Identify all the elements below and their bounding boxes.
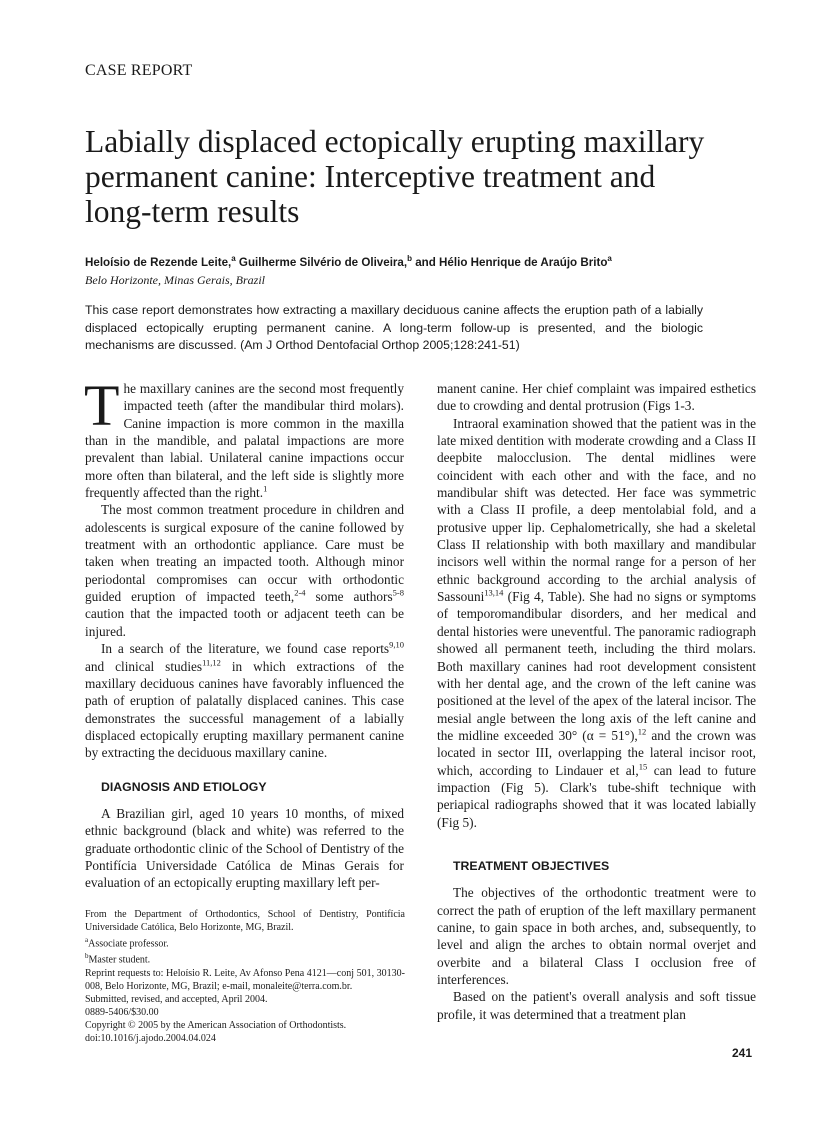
section-heading: DIAGNOSIS AND ETIOLOGY — [101, 779, 267, 794]
paragraph — [85, 805, 404, 892]
section-label: CASE REPORT — [85, 62, 193, 79]
author-list — [85, 254, 612, 269]
footnote-mark: a — [85, 936, 89, 944]
citation-reference: 12 — [637, 726, 647, 737]
footnote — [85, 1019, 405, 1032]
footnote-text: Copyright © 2005 by the American Association of Orthodontists. — [85, 1019, 347, 1031]
footnote — [85, 967, 405, 993]
paragraph-text: (Fig 4, Table). She had no signs or symptoms of temporomandibular disorders, and her medical and dental histories were uneventful. The panoramic radiograph showed all permanent teeth, including the third molars. Both maxillary canines had root development consistent with her dental age, and the crown of the left canine was positioned at the level of the apex of the lateral incisor. The mesial angle between the long axis of the left canine and the midline exceeded 30° (α = 51°), — [437, 589, 756, 743]
paragraph — [85, 501, 404, 640]
footnote — [85, 934, 405, 950]
paragraph-text: caution that the impacted tooth or adjacent teeth can be injured. — [85, 606, 404, 639]
section-spacer — [437, 831, 756, 858]
footnote-text: From the Department of Orthodontics, School of Dentistry, Pontifícia Universidade Católica, Belo Horizonte, MG, Brazil. — [85, 909, 405, 933]
section-heading: TREATMENT OBJECTIVES — [453, 858, 610, 873]
footnote-text: Master student. — [88, 954, 151, 966]
footnote-text: doi:10.1016/j.ajodo.2004.04.024 — [85, 1032, 216, 1044]
paragraph — [85, 640, 404, 761]
citation-reference: 1 — [263, 483, 268, 494]
paragraph — [437, 415, 756, 831]
footnote — [85, 1032, 405, 1045]
citation-reference: 15 — [638, 761, 648, 772]
footnote — [85, 1006, 405, 1019]
paragraph-text: and clinical studies — [85, 658, 203, 674]
body-column-left — [84, 373, 404, 892]
paragraph-text: manent canine. Her chief complaint was impaired esthetics due to crowding and dental protrusion (Figs 1-3. — [437, 381, 756, 414]
body-column-right — [437, 380, 756, 1023]
drop-cap: T — [84, 373, 120, 438]
footnote — [85, 950, 405, 966]
page-number: 241 — [732, 1046, 753, 1060]
paragraph-text: he maxillary canines are the second most frequently impacted teeth (after the mandibular third molars). Canine impaction is more common in the maxilla than in the mandible, and palatal impactions are more prevalent than labial. Unilateral canine impactions occur more often than bilateral, and the left side is slightly more frequently affected than the right. — [85, 381, 404, 501]
paragraph — [437, 884, 756, 988]
paragraph-text: Based on the patient's overall analysis and soft tissue profile, it was determined that a treatment plan — [437, 989, 756, 1022]
citation-reference: 5-8 — [392, 587, 404, 598]
paragraph-text: The objectives of the orthodontic treatment were to correct the path of eruption of the left maxillary permanent canine, to gain space in both arches, and, subsequently, to level and align the arches to obtain normal overjet and overbite and a bilateral Class I occlusion free of interferences. — [437, 885, 756, 987]
footnote-mark: b — [85, 952, 89, 961]
citation-reference: 13,14 — [484, 587, 504, 598]
citation-reference: 2-4 — [294, 587, 306, 598]
paragraph-text: in which extractions of the maxillary deciduous canines have favorably influenced the path of eruption of palatally displaced canines. This case demonstrates the successful management of a labially displaced ectopically erupting maxillary permanent canine by extracting the deciduous maxillary canine. — [85, 658, 404, 761]
paragraph-text: In a search of the literature, we found case reports — [101, 641, 390, 657]
footnotes — [85, 908, 405, 1045]
paragraph — [437, 380, 756, 415]
paragraph-text: The most common treatment procedure in children and adolescents is surgical exposure of the canine followed by treatment with an orthodontic appliance. Care must be taken when treating an impacted tooth. Although minor periodontal compromises can occur with orthodontic guided eruption of impacted teeth, — [85, 502, 404, 605]
paragraph-text: Intraoral examination showed that the patient was in the late mixed dentition with moderate crowding and a Class II deepbite malocclusion. The dental midlines were coincident with each other and with the face, and no mandibular shift was detected. Her face was symmetric with a Class II profile, a deep mentolabial fold, and a protusive upper lip. Cephalometrically, she had a skeletal Class II relationship with both maxillary and mandibular incisors well within the normal range for a person of her ethnic background according to the archial analysis of Sassouni — [437, 415, 756, 605]
footnote — [85, 908, 405, 934]
paragraph-text: and the crown was located in sector III, overlapping the lateral incisor root, which, according to Lindauer et al, — [437, 727, 756, 778]
footnote — [85, 993, 405, 1006]
author-affiliation-mark: a — [607, 254, 612, 263]
paragraph — [84, 373, 404, 501]
author-name: Guilherme Silvério de Oliveira, — [235, 255, 408, 269]
footnote-text: Reprint requests to: Heloísio R. Leite, Av Afonso Pena 4121—conj 501, 30130-008, Belo Horizonte, MG, Brazil; e-mail, monaleite@terra.com.br. — [85, 967, 405, 992]
abstract: This case report demonstrates how extracting a maxillary deciduous canine affects the eruption path of a labially displaced ectopically erupting permanent canine. A long-term follow-up is presented, and the biologic mechanisms are discussed. (Am J Orthod Dentofacial Orthop 2005;128:241-51) — [85, 303, 703, 352]
paragraph-text: some authors — [305, 589, 393, 605]
author-affiliation-mark: a — [231, 254, 236, 263]
author-name: and Hélio Henrique de Araújo Brito — [412, 255, 608, 269]
author-name: Heloísio de Rezende Leite, — [85, 255, 232, 269]
paragraph-text: A Brazilian girl, aged 10 years 10 months, of mixed ethnic background (black and white) was referred to the graduate orthodontic clinic of the School of Dentistry of the Pontifícia Universidade Católica de Minas Gerais for evaluation of an ectopically erupting maxillary left per- — [85, 805, 404, 891]
author-location: Belo Horizonte, Minas Gerais, Brazil — [85, 273, 265, 287]
footnote-text: Submitted, revised, and accepted, April 2004. — [85, 993, 268, 1005]
citation-reference: 9,10 — [389, 639, 404, 650]
paragraph-text: can lead to future impaction (Fig 5). Clark's tube-shift technique with periapical radiographs showed that it was located labially (Fig 5). — [437, 762, 756, 830]
author-affiliation-mark: b — [407, 254, 412, 263]
paragraph — [437, 988, 756, 1023]
footnote-text: 0889-5406/$30.00 — [85, 1006, 159, 1018]
citation-reference: 11,12 — [202, 657, 221, 668]
footnote-text: Associate professor. — [88, 938, 169, 950]
article-title: Labially displaced ectopically erupting maxillary permanent canine: Interceptive treatment and long-term results — [85, 124, 705, 229]
